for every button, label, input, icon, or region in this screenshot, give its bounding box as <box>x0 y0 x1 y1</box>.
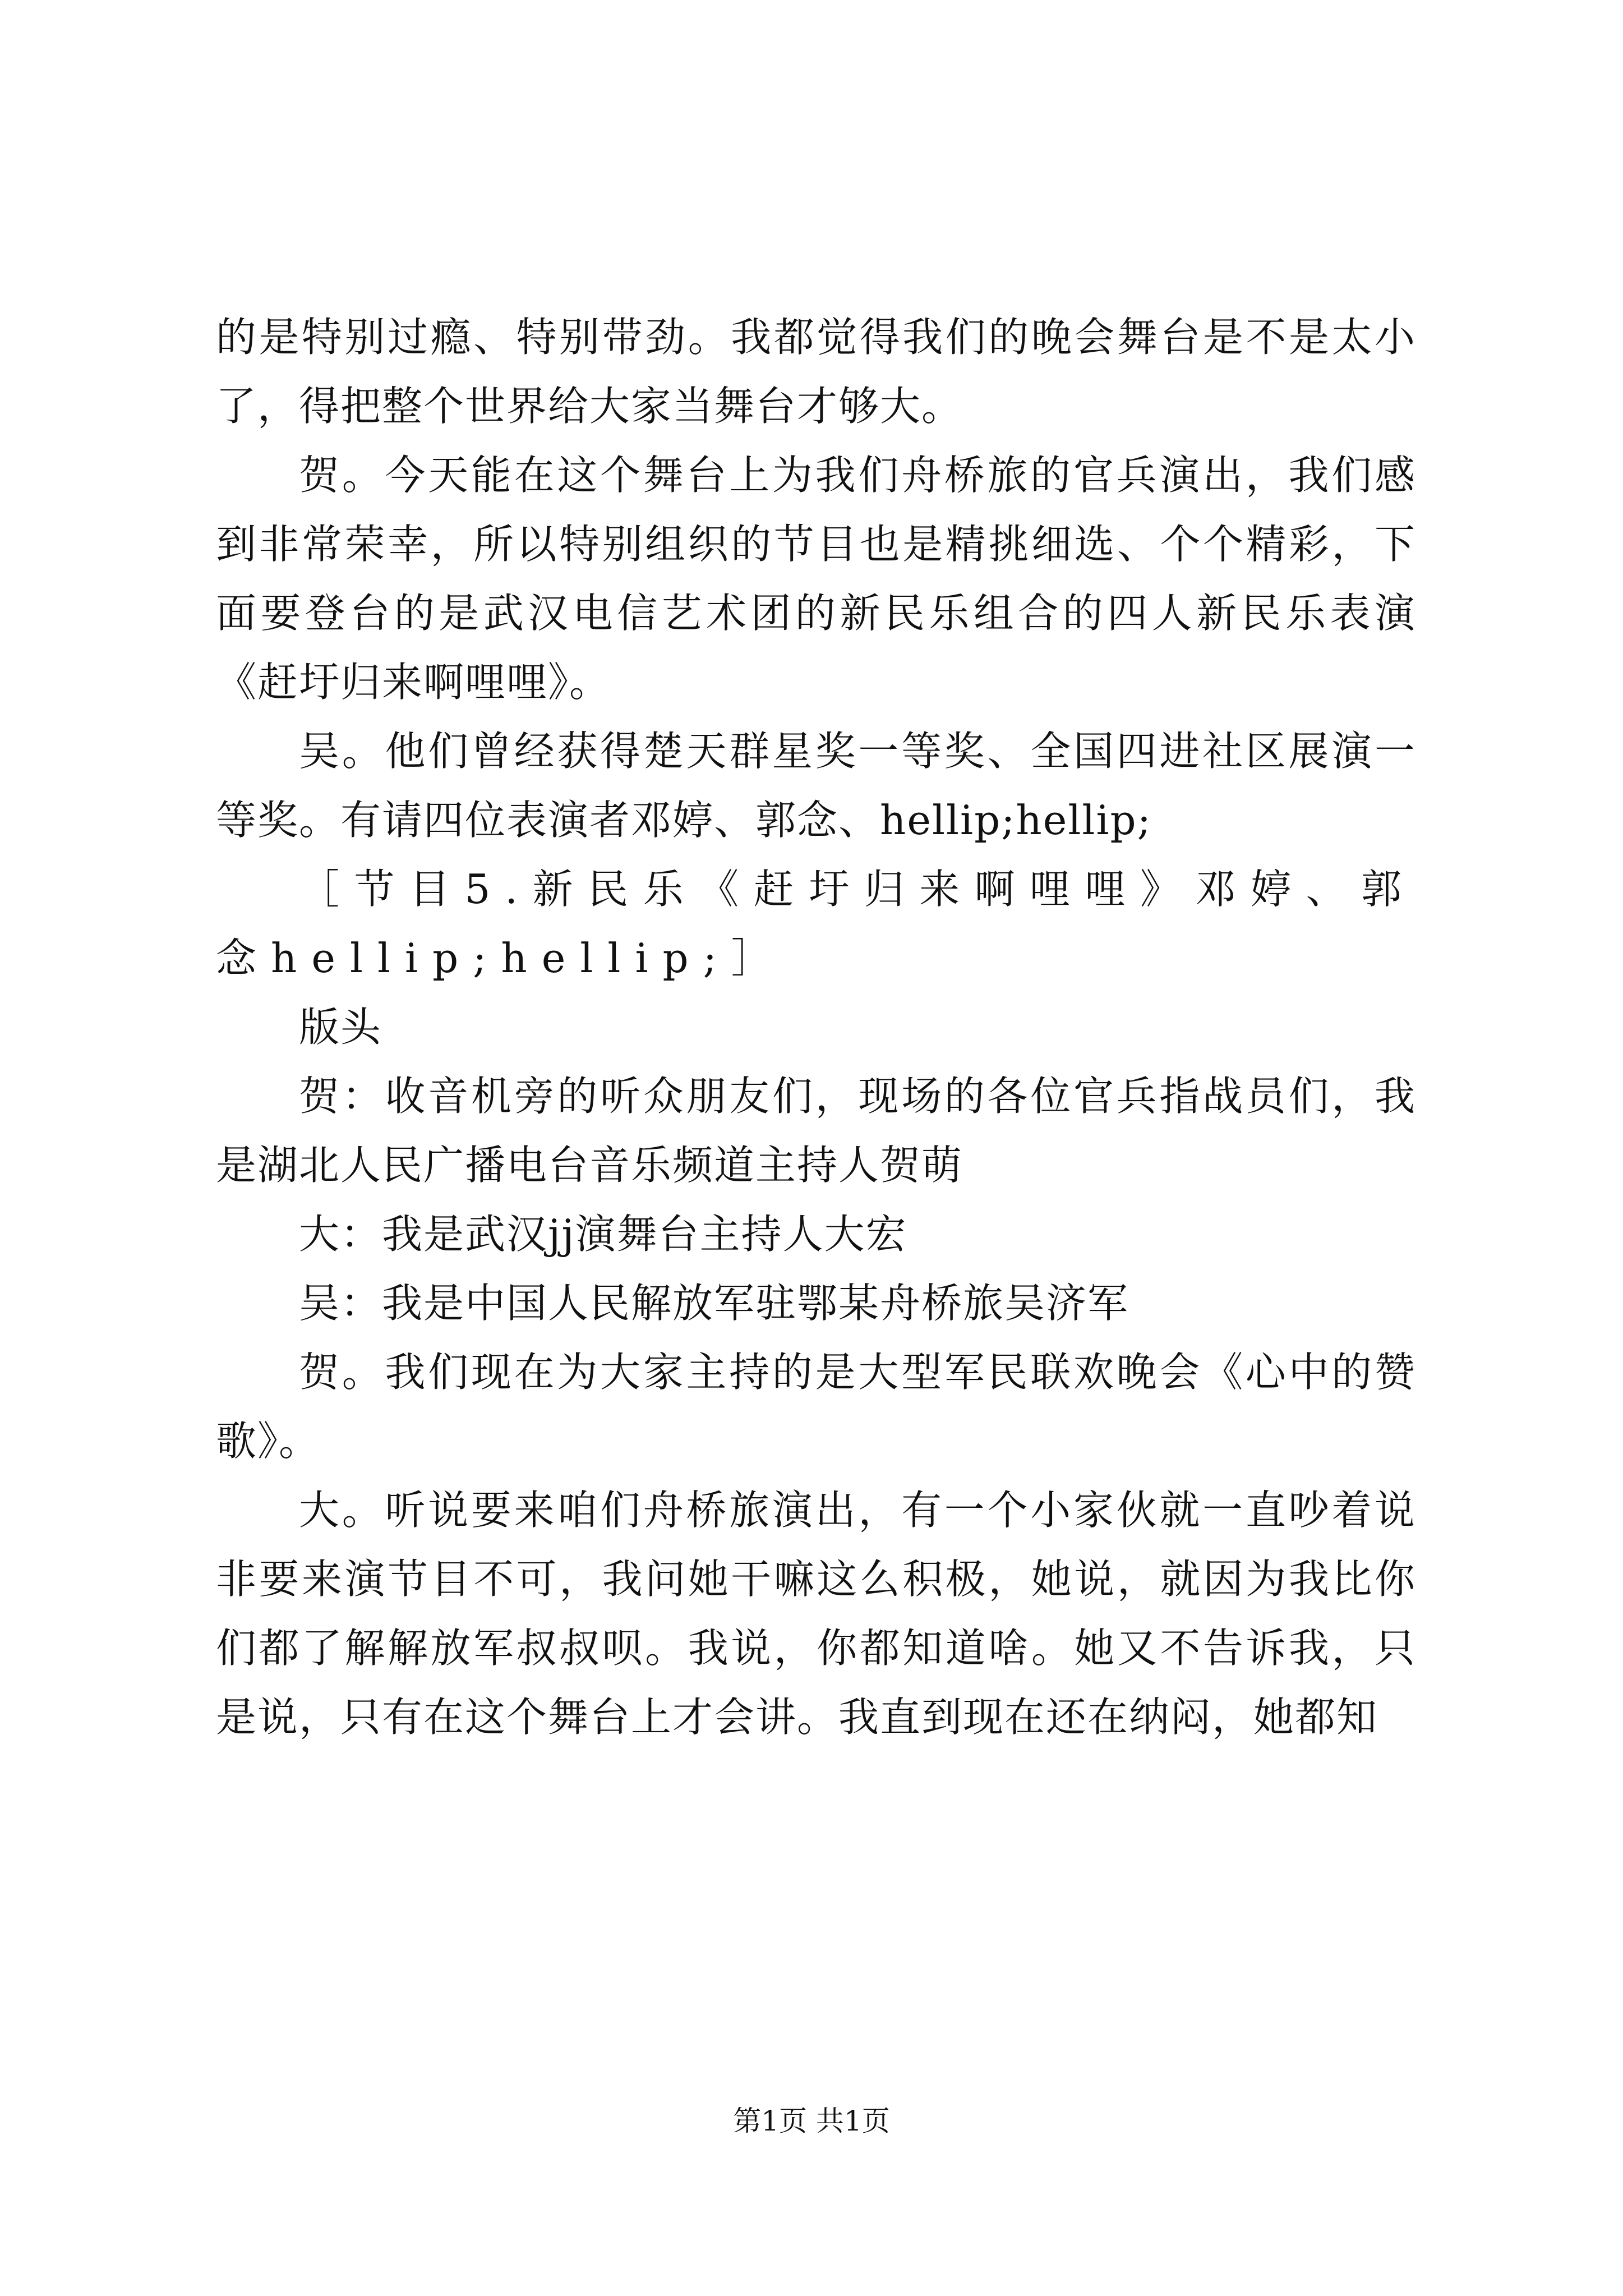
document-body <box>216 303 1416 1752</box>
page-footer: 第1页 共1页 <box>733 2105 890 2137</box>
paragraph-he-intro-program: 贺。今天能在这个舞台上为我们舟桥旅的官兵演出，我们感到非常荣幸，所以特别组织的节目也是精挑细选、个个精彩，下面要登台的是武汉电信艺术团的新民乐组合的四人新民乐表演《赶圩归来啊哩哩》。 <box>216 452 1416 706</box>
paragraph-he-event-title: 贺。我们现在为大家主持的是大型军民联欢晚会《心中的赞歌》。 <box>216 1349 1416 1465</box>
paragraph-wu-awards: 吴。他们曾经获得楚天群星奖一等奖、全国四进社区展演一等奖。有请四位表演者邓婷、郭念、hellip;hellip; <box>216 728 1416 844</box>
paragraph-da-story: 大。听说要来咱们舟桥旅演出，有一个小家伙就一直吵着说非要来演节目不可，我问她干嘛这么积极，她说，就因为我比你们都了解解放军叔叔呗。我说，你都知道啥。她又不告诉我，只是说，只有在这个舞台上才会讲。我直到现在还在纳闷，她都知 <box>216 1487 1416 1741</box>
paragraph-program-5: ［节目5.新民乐《赶圩归来啊哩哩》邓婷、郭念hellip;hellip;］ <box>216 866 1416 982</box>
paragraph-da-introduction: 大：我是武汉jj演舞台主持人大宏 <box>299 1211 907 1258</box>
paragraph-section-heading: 版头 <box>299 1004 382 1051</box>
paragraph-wu-introduction: 吴：我是中国人民解放军驻鄂某舟桥旅吴济军 <box>299 1280 1129 1327</box>
paragraph-he-greeting: 贺：收音机旁的听众朋友们，现场的各位官兵指战员们，我是湖北人民广播电台音乐频道主持人贺萌 <box>216 1073 1416 1189</box>
paragraph-continuation: 的是特别过瘾、特别带劲。我都觉得我们的晚会舞台是不是太小了，得把整个世界给大家当舞台才够大。 <box>216 314 1416 430</box>
